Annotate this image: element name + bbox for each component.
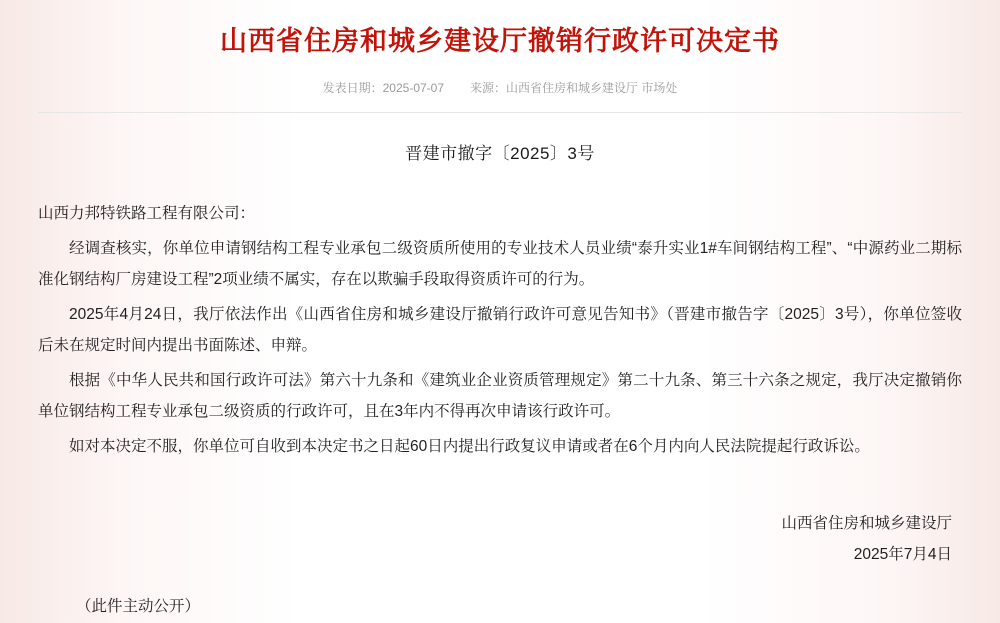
signature-issuer: 山西省住房和城乡建设厅 [781,515,952,533]
document-body [38,198,962,462]
header-divider [38,112,962,113]
publish-date-label: 发表日期： [322,81,383,96]
document-meta [38,79,962,96]
publish-date-value: 2025-07-07 [382,81,445,96]
document-number: 晋建市撤字〔2025〕3号 [405,144,595,164]
page-title: 山西省住房和城乡建设厅撤销行政许可决定书 [220,26,780,56]
signature-block [38,508,962,570]
footnote: （此件主动公开） [76,598,201,616]
paragraph-4: 如对本决定不服，你单位可自收到本决定书之日起60日内提出行政复议申请或者在6个月内向人民法院提起行政诉讼。 [69,438,870,456]
paragraph-addressee: 山西力邦特铁路工程有限公司： [38,205,256,223]
signature-date: 2025年7月4日 [853,546,952,564]
source [470,79,677,96]
publish-date [323,79,444,96]
source-value: 山西省住房和城乡建设厅 市场处 [506,81,678,96]
paragraph-1: 经调查核实，你单位申请钢结构工程专业承包二级资质所使用的专业技术人员业绩“泰升实业1#车间钢结构工程”、“中源药业二期标准化钢结构厂房建设工程”2项业绩不属实，存在以欺骗手段取得资质许可的行为。 [38,240,962,289]
paragraph-2: 2025年4月24日，我厅依法作出《山西省住房和城乡建设厅撤销行政许可意见告知书》（晋建市撤告字〔2025〕3号），你单位签收后未在规定时间内提出书面陈述、申辩。 [38,306,962,355]
paragraph-3: 根据《中华人民共和国行政许可法》第六十九条和《建筑业企业资质管理规定》第二十九条、第三十六条之规定，我厅决定撤销你单位钢结构工程专业承包二级资质的行政许可，且在3年内不得再次申请该行政许可。 [38,372,962,421]
source-label: 来源： [470,81,507,96]
